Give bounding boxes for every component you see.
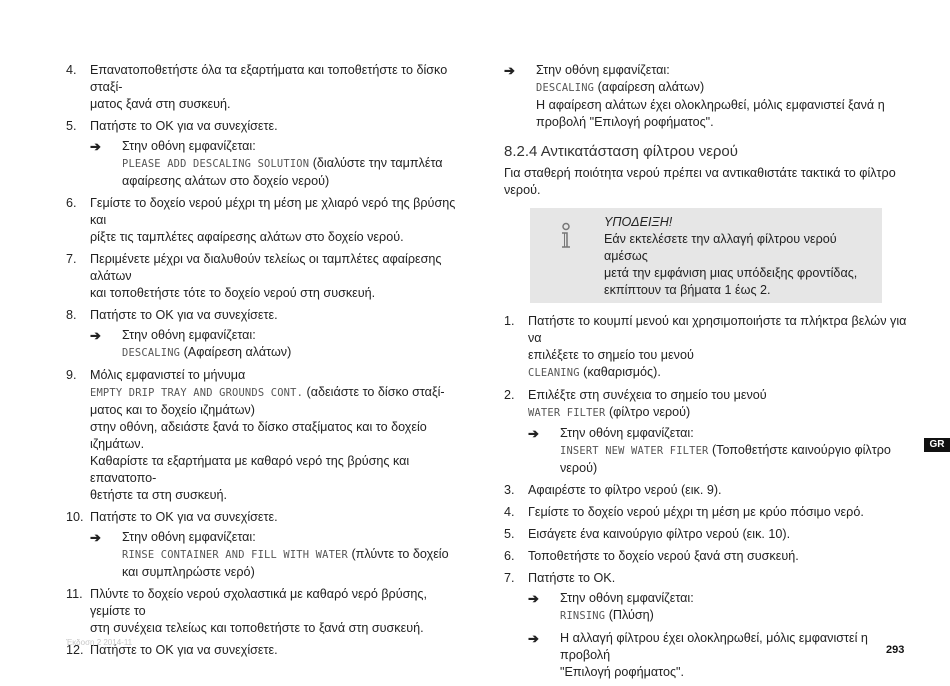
step-text: Περιμένετε μέχρι να διαλυθούν τελείως οι ταμπλέτες αφαίρεσης αλάτων και τοποθετήστε τότε το δοχείο νερού στη συσκευή.	[90, 252, 442, 300]
result-arrow-icon: ➔	[528, 631, 539, 646]
step-text: Γεμίστε το δοχείο νερού μέχρι τη μέση με χλιαρό νερό της βρύσης και ρίξτε τις ταμπλέτες αφαίρεσης αλάτων στο δοχείο νερού.	[90, 196, 456, 244]
step-text-after: (φίλτρο νερού)	[608, 405, 691, 419]
step-text: Αφαιρέστε το φίλτρο νερού (εικ. 9).	[528, 483, 722, 497]
step-number: 4.	[66, 63, 77, 77]
display-message: DESCALING	[536, 82, 595, 94]
step-number: 12.	[66, 643, 84, 657]
display-translation: (διαλύστε την ταμπλέτα αφαίρεσης αλάτων στο δοχείο νερού)	[122, 156, 443, 188]
display-message: PLEASE ADD DESCALING SOLUTION	[122, 158, 310, 170]
result-line	[528, 425, 910, 477]
result-line	[504, 62, 910, 131]
step-text: Εισάγετε ένα καινούργιο φίλτρο νερού (εικ. 10).	[528, 527, 791, 541]
display-translation: (πλύντε το δοχείο και συμπληρώστε νερό)	[122, 547, 449, 579]
result-arrow-icon: ➔	[90, 139, 101, 154]
step-number: 3.	[504, 483, 515, 497]
result-arrow-icon: ➔	[90, 530, 101, 545]
display-message: RINSE CONTAINER AND FILL WITH WATER	[122, 549, 348, 561]
display-message: INSERT NEW WATER FILTER	[560, 445, 709, 457]
step-text: Πατήστε το ΟΚ για να συνεχίσετε.	[90, 510, 278, 524]
display-label: Στην οθόνη εμφανίζεται:	[122, 139, 256, 153]
list-item	[504, 504, 910, 521]
display-message: RINSING	[560, 610, 606, 622]
step-number: 6.	[504, 549, 515, 563]
list-item	[504, 570, 910, 681]
display-label: Στην οθόνη εμφανίζεται:	[536, 63, 670, 77]
display-translation: (Πλύση)	[608, 608, 654, 622]
step-text: Πατήστε το ΟΚ για να συνεχίσετε.	[90, 643, 278, 657]
language-badge: GR	[924, 438, 950, 452]
step-number: 11.	[66, 587, 83, 601]
note-text: Εάν εκτελέσετε την αλλαγή φίλτρου νερού αμέσως μετά την εμφάνιση μιας υπόδειξης φροντίδας, εκπίπτουν τα βήματα 1 έως 2.	[604, 232, 858, 297]
left-column	[66, 62, 470, 664]
list-item	[504, 313, 910, 382]
menu-code: EMPTY DRIP TRAY AND GROUNDS CONT.	[90, 387, 304, 399]
result-text: Η αλλαγή φίλτρου έχει ολοκληρωθεί, μόλις εμφανιστεί η προβολή "Επιλογή ροφήματος".	[560, 631, 868, 679]
display-message: DESCALING	[122, 347, 181, 359]
step-text: Πατήστε το ΟΚ για να συνεχίσετε.	[90, 308, 278, 322]
step-number: 8.	[66, 308, 77, 322]
result-note: Η αφαίρεση αλάτων έχει ολοκληρωθεί, μόλις εμφανιστεί ξανά η προβολή "Επιλογή ροφήματος".	[536, 98, 885, 129]
list-item	[66, 586, 470, 637]
step-text: Γεμίστε το δοχείο νερού μέχρι τη μέση με κρύο πόσιμο νερό.	[528, 505, 864, 519]
display-label: Στην οθόνη εμφανίζεται:	[122, 328, 256, 342]
list-item	[504, 526, 910, 543]
menu-code: WATER FILTER	[528, 407, 606, 419]
note-box	[530, 208, 882, 303]
section-heading: 8.2.4 Αντικατάσταση φίλτρου νερού	[504, 143, 738, 160]
list-item	[66, 509, 470, 581]
result-arrow-icon: ➔	[90, 328, 101, 343]
step-text: Πατήστε το ΟΚ.	[528, 571, 616, 585]
step-number: 7.	[66, 252, 77, 266]
display-translation: (αφαίρεση αλάτων)	[597, 80, 705, 94]
note-title: ΥΠΟΔΕΙΞΗ!	[604, 215, 673, 229]
page-number: 293	[886, 644, 905, 656]
menu-code: CLEANING	[528, 367, 580, 379]
step-number: 2.	[504, 388, 515, 402]
step-text: Μόλις εμφανιστεί το μήνυμα	[90, 368, 246, 382]
step-number: 5.	[504, 527, 515, 541]
result-arrow-icon: ➔	[528, 426, 539, 441]
step-number: 10.	[66, 510, 84, 524]
list-item	[504, 482, 910, 499]
step-number: 1.	[504, 314, 515, 328]
result-line	[90, 327, 470, 362]
step-number: 9.	[66, 368, 77, 382]
display-translation: (Τοποθετήστε καινούργιο φίλτρο νερού)	[560, 443, 891, 475]
display-label: Στην οθόνη εμφανίζεται:	[122, 530, 256, 544]
list-item	[504, 548, 910, 565]
result-line	[90, 138, 470, 190]
list-item	[66, 118, 470, 190]
list-item	[66, 195, 470, 246]
section-intro: Για σταθερή ποιότητα νερού πρέπει να αντικαθιστάτε τακτικά το φίλτρο νερού.	[504, 166, 896, 197]
step-text-after: (καθαρισμός).	[583, 365, 661, 379]
step-text: Επιλέξτε στη συνέχεια το σημείο του μενού	[528, 388, 767, 402]
display-translation: (Αφαίρεση αλάτων)	[183, 345, 292, 359]
display-label: Στην οθόνη εμφανίζεται:	[560, 426, 694, 440]
display-label: Στην οθόνη εμφανίζεται:	[560, 591, 694, 605]
step-text: Πατήστε το κουμπί μενού και χρησιμοποιήστε τα πλήκτρα βελών για να επιλέξετε το σημείο του μενού	[528, 314, 907, 362]
step-number: 4.	[504, 505, 515, 519]
step-text-after: (αδειάστε το δίσκο σταξί- ματος και το δοχείο ιζημάτων) στην οθόνη, αδειάστε ξανά το δίσκο σταξίματος και το δοχείο ιζημάτων. Καθαρίστε τα εξαρτήματα με καθαρό νερό της βρύσης και επανατοπο- θετήστε τα στη συσκευή.	[90, 385, 445, 502]
list-item	[66, 62, 470, 113]
result-arrow-icon: ➔	[528, 591, 539, 606]
list-item	[66, 367, 470, 504]
list-item	[504, 387, 910, 477]
step-text: Πατήστε το ΟΚ για να συνεχίσετε.	[90, 119, 278, 133]
info-icon	[556, 222, 576, 252]
step-number: 7.	[504, 571, 515, 585]
footer-edition: Έκδοση 2 2014-11	[66, 638, 133, 647]
list-item	[66, 307, 470, 362]
result-line	[528, 630, 910, 681]
right-column	[504, 62, 910, 686]
result-line	[90, 529, 470, 581]
result-line	[528, 590, 910, 625]
result-arrow-icon: ➔	[504, 63, 515, 78]
step-text: Τοποθετήστε το δοχείο νερού ξανά στη συσκευή.	[528, 549, 799, 563]
step-number: 6.	[66, 196, 77, 210]
list-item	[66, 251, 470, 302]
step-number: 5.	[66, 119, 77, 133]
step-text: Επανατοποθετήστε όλα τα εξαρτήματα και τοποθετήστε το δίσκο σταξί- ματος ξανά στη συσκευή.	[90, 63, 448, 111]
step-text: Πλύντε το δοχείο νερού σχολαστικά με καθαρό νερό βρύσης, γεμίστε το στη συνέχεια τελείως και τοποθετήστε το ξανά στη συσκευή.	[90, 587, 427, 635]
